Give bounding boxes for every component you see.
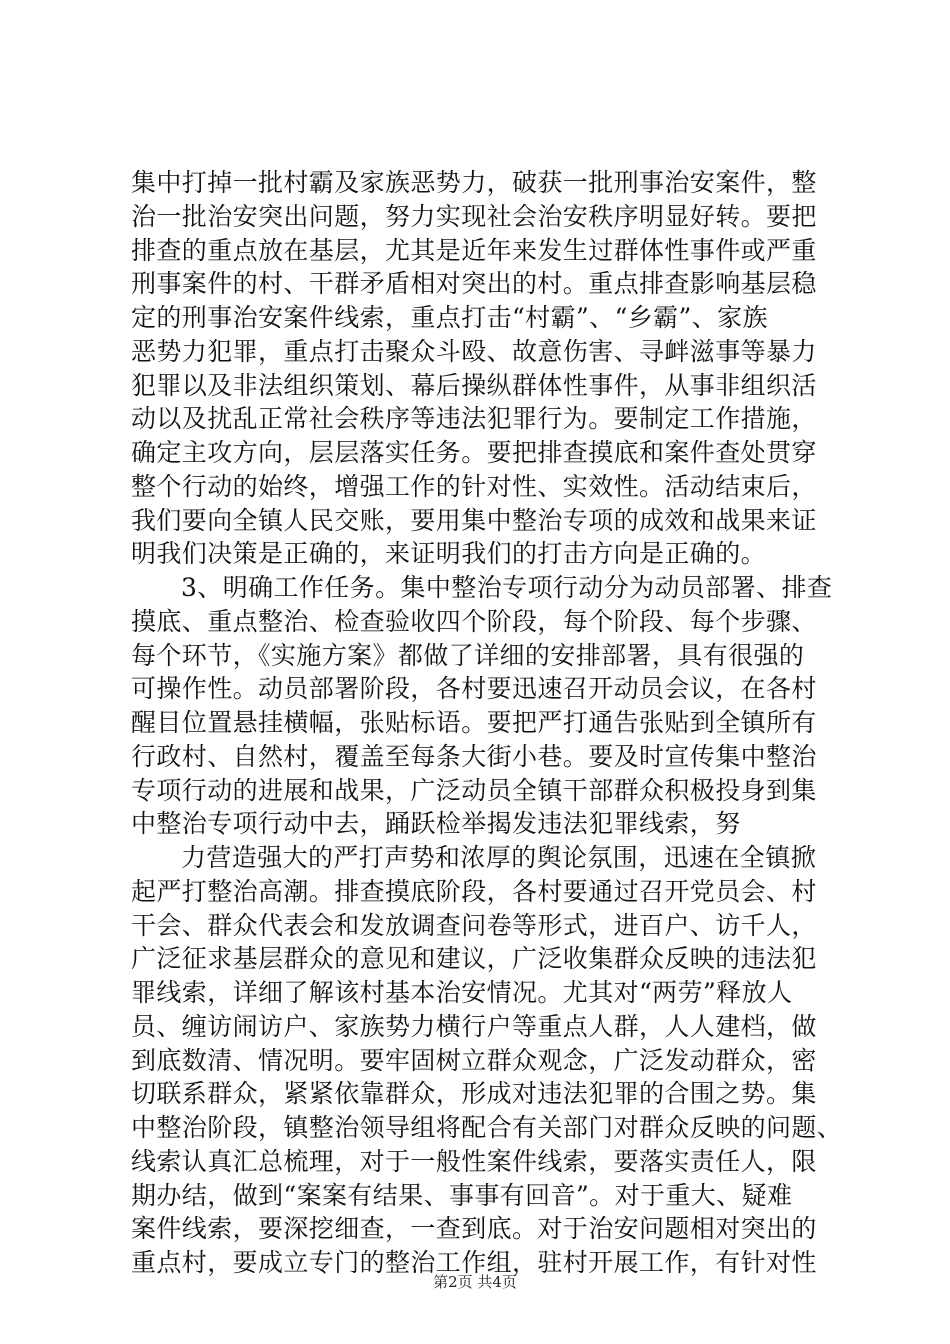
text-line: 切联系群众，紧紧依靠群众，形成对违法犯罪的合围之势。集 <box>131 1079 817 1109</box>
text-line: 治一批治安突出问题，努力实现社会治安秩序明显好转。要把 <box>131 201 817 231</box>
page-number-footer: 第2页 共4页 <box>433 1273 517 1291</box>
text-line: 期办结，做到“案案有结果、事事有回音”。对于重大、疑难 <box>131 1180 793 1210</box>
text-line: 案件线索，要深挖细查，一查到底。对于治安问题相对突出的 <box>131 1214 817 1244</box>
text-line: 专项行动的进展和战果，广泛动员全镇干部群众积极投身到集 <box>131 775 817 805</box>
text-line: 起严打整治高潮。排查摸底阶段，各村要通过召开党员会、村 <box>131 876 817 906</box>
text-line: 明我们决策是正确的，来证明我们的打击方向是正确的。 <box>131 539 767 569</box>
text-line: 重点村，要成立专门的整治工作组，驻村开展工作，有针对性 <box>131 1248 817 1277</box>
body-text <box>131 166 843 1280</box>
text-line: 我们要向全镇人民交账，要用集中整治专项的成效和战果来证 <box>131 505 817 535</box>
text-line: 恶势力犯罪，重点打击聚众斗殴、故意伤害、寻衅滋事等暴力 <box>131 336 817 366</box>
text-line: 干会、群众代表会和发放调查问卷等形式，进百户、访千人， <box>131 910 817 940</box>
text-line: 线索认真汇总梳理，对于一般性案件线索，要落实责任人，限 <box>131 1146 817 1176</box>
text-line: 中整治专项行动中去，踊跃检举揭发违法犯罪线索，努 <box>131 809 741 839</box>
text-line: 动以及扰乱正常社会秩序等违法犯罪行为。要制定工作措施， <box>131 404 817 434</box>
text-line: 排查的重点放在基层，尤其是近年来发生过群体性事件或严重 <box>131 235 817 265</box>
text-line: 广泛征求基层群众的意见和建议，广泛收集群众反映的违法犯 <box>131 944 817 974</box>
text-line: 定的刑事治安案件线索，重点打击“村霸”、“乡霸”、家族 <box>131 303 768 332</box>
text-line: 可操作性。动员部署阶段，各村要迅速召开动员会议，在各村 <box>131 674 817 704</box>
text-line: 员、缠访闹访户、家族势力横行户等重点人群，人人建档，做 <box>131 1011 817 1041</box>
text-line: 集中打掉一批村霸及家族恶势力，破获一批刑事治安案件，整 <box>131 168 817 197</box>
text-line: 刑事案件的村、干群矛盾相对突出的村。重点排查影响基层稳 <box>131 269 817 299</box>
text-line: 犯罪以及非法组织策划、幕后操纵群体性事件，从事非组织活 <box>131 370 817 400</box>
text-line: 每个环节，《实施方案》都做了详细的安排部署，具有很强的 <box>131 640 805 670</box>
paragraph-first-line: 力营造强大的严打声势和浓厚的舆论氛围，迅速在全镇掀 <box>181 843 817 872</box>
paragraph-first-line: 3、明确工作任务。集中整治专项行动分为动员部署、排查 <box>181 573 833 602</box>
text-line: 到底数清、情况明。要牢固树立群众观念，广泛发动群众，密 <box>131 1045 817 1075</box>
text-line: 摸底、重点整治、检查验收四个阶段，每个阶段、每个步骤、 <box>131 606 817 636</box>
text-line: 整个行动的始终，增强工作的针对性、实效性。活动结束后， <box>131 471 817 501</box>
text-line: 确定主攻方向，层层落实任务。要把排查摸底和案件查处贯穿 <box>131 438 817 467</box>
text-line: 醒目位置悬挂横幅，张贴标语。要把严打通告张贴到全镇所有 <box>131 708 817 737</box>
text-line: 中整治阶段，镇整治领导组将配合有关部门对群众反映的问题、 <box>131 1113 843 1142</box>
text-line: 行政村、自然村，覆盖至每条大街小巷。要及时宣传集中整治 <box>131 741 817 771</box>
text-line: 罪线索，详细了解该村基本治安情况。尤其对“两劳”释放人 <box>131 978 793 1007</box>
